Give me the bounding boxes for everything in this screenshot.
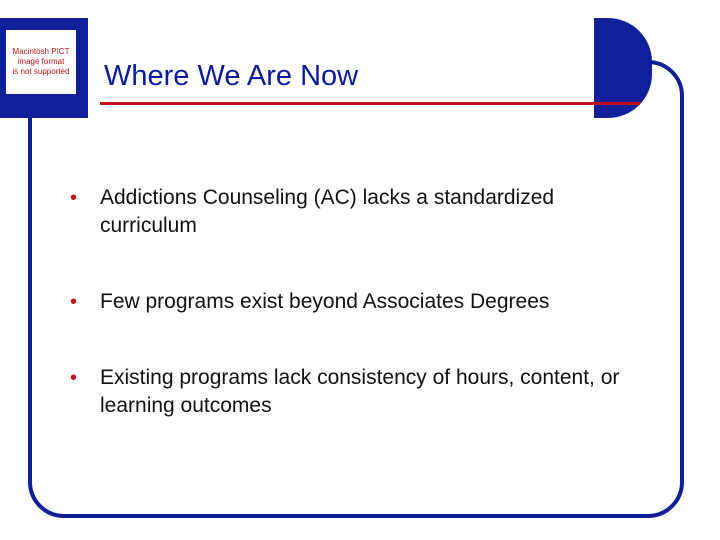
logo-placeholder bbox=[6, 30, 76, 94]
logo-line-3: is not supported bbox=[12, 67, 70, 76]
bullet-text: Addictions Counseling (AC) lacks a standardized curriculum bbox=[100, 186, 555, 237]
logo-line-2: image format bbox=[17, 57, 65, 66]
bullet-text: Existing programs lack consistency of hours, content, or learning outcomes bbox=[100, 366, 620, 417]
logo-line-1: Macintosh PICT bbox=[12, 47, 70, 56]
bullet-icon: • bbox=[70, 291, 78, 313]
bullet-icon: • bbox=[70, 187, 78, 209]
bullet-item bbox=[70, 288, 549, 316]
bullet-item bbox=[70, 184, 650, 240]
bullet-item bbox=[70, 364, 650, 420]
bullet-text: Few programs exist beyond Associates Degrees bbox=[100, 290, 550, 313]
slide-title: Where We Are Now bbox=[104, 60, 359, 92]
title-underline bbox=[100, 102, 640, 105]
bullet-icon: • bbox=[70, 367, 78, 389]
